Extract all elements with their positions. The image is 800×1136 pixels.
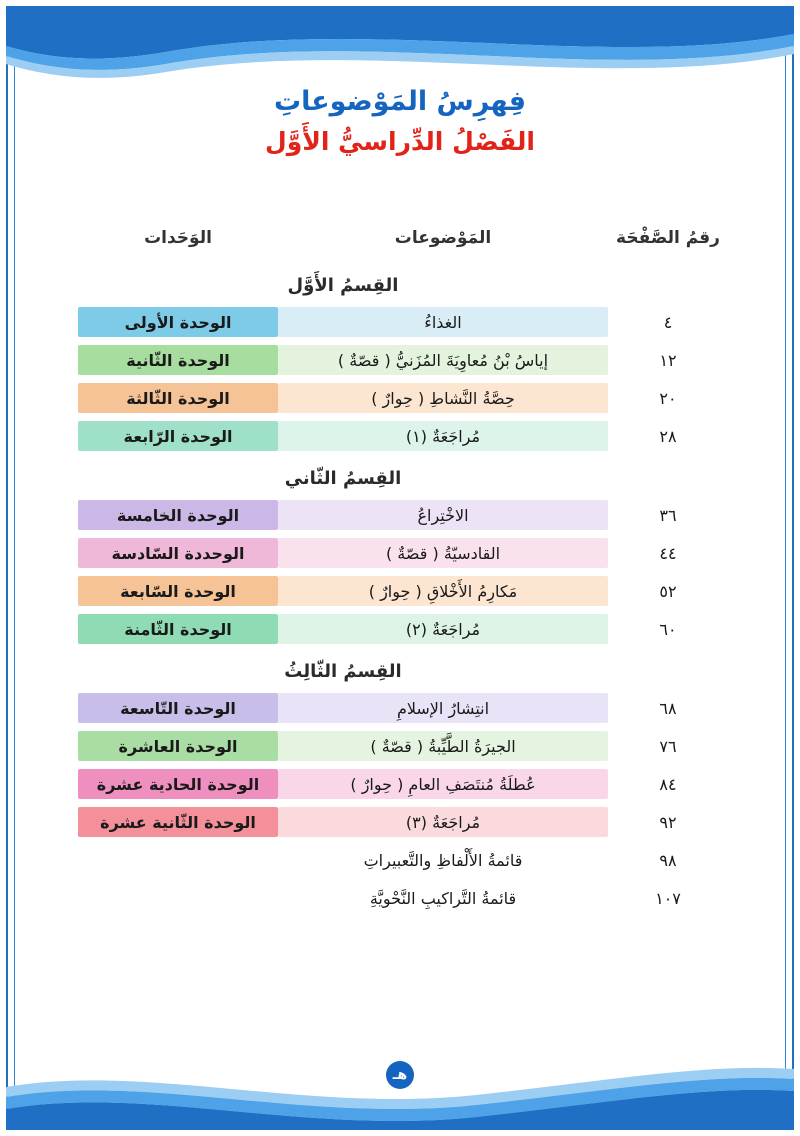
row-page: ١٠٧ — [655, 888, 681, 908]
row-unit: الوحدة الحادية عشرة — [78, 769, 278, 799]
row-topic: مَكارِمُ الأَخْلاقِ ( حِوارٌ ) — [278, 576, 608, 606]
row-page: ٢٠ — [659, 388, 677, 408]
row-unit — [78, 883, 278, 913]
row-unit: الوحدة الرّابعة — [78, 421, 278, 451]
row-topic: الجيرَةُ الطَّيِّبةُ ( قصّةٌ ) — [278, 731, 608, 761]
row-unit: الوحدة الخامسة — [78, 500, 278, 530]
table-row — [78, 883, 728, 913]
table-row — [78, 693, 728, 723]
row-page: ٨٤ — [659, 774, 677, 794]
row-page: ٩٢ — [659, 812, 677, 832]
table-row — [78, 807, 728, 837]
row-unit: الوحدة الأولى — [78, 307, 278, 337]
table-row — [78, 845, 728, 875]
row-unit: الوحدة السّابعة — [78, 576, 278, 606]
row-unit: الوحدة التّاسعة — [78, 693, 278, 723]
page-number-badge: هـ — [386, 1061, 414, 1089]
table-of-contents — [78, 228, 728, 921]
row-topic: حِصَّةُ النَّشاطِ ( حِوارٌ ) — [278, 383, 608, 413]
column-header-page: رقمُ الصَّفْحَة — [616, 228, 720, 248]
row-topic: انتِشارُ الإسلامِ — [278, 693, 608, 723]
column-header-units: الوَحَدات — [144, 228, 212, 248]
table-row — [78, 538, 728, 568]
row-page: ٤٤ — [659, 543, 677, 563]
table-row — [78, 345, 728, 375]
row-page: ٣٦ — [659, 505, 677, 525]
table-row — [78, 576, 728, 606]
table-row — [78, 731, 728, 761]
page-subtitle: الفَصْلُ الدِّراسيُّ الأَوَّل — [265, 127, 535, 156]
page-title-block — [0, 86, 800, 156]
row-page: ٤ — [663, 312, 673, 332]
page-title: فِهرِسُ المَوْضوعاتِ — [273, 86, 527, 117]
section-heading-3: القِسمُ الثّالِثُ — [284, 661, 402, 682]
top-wave-decoration — [6, 6, 794, 96]
row-page: ٥٢ — [659, 581, 677, 601]
table-row — [78, 614, 728, 644]
table-row — [78, 769, 728, 799]
column-header-topics: المَوْضوعات — [394, 228, 492, 248]
row-unit: الوحدة الثّالثة — [78, 383, 278, 413]
row-topic: القادسيّةُ ( قصّةٌ ) — [278, 538, 608, 568]
row-page: ٦٨ — [659, 698, 677, 718]
row-topic: مُراجَعَةٌ (١) — [278, 421, 608, 451]
row-topic: الغذاءُ — [278, 307, 608, 337]
row-topic: عُطلَةُ مُنتَصَفِ العامِ ( حِوارٌ ) — [278, 769, 608, 799]
row-page: ٢٨ — [659, 426, 677, 446]
row-unit: الوحدة الثّامنة — [78, 614, 278, 644]
row-topic: قائمةُ التَّراكيبِ النَّحْويَّةِ — [369, 888, 517, 908]
row-topic: مُراجَعَةٌ (٣) — [278, 807, 608, 837]
row-topic: مُراجَعَةٌ (٢) — [278, 614, 608, 644]
row-page: ٦٠ — [659, 619, 677, 639]
table-row — [78, 383, 728, 413]
row-unit — [78, 845, 278, 875]
section-heading-2: القِسمُ الثّاني — [284, 468, 402, 489]
row-topic: الاخْتِراعُ — [278, 500, 608, 530]
row-page: ٩٨ — [659, 850, 677, 870]
row-page: ١٢ — [659, 350, 677, 370]
row-unit: الوحدة الثّانية عشرة — [78, 807, 278, 837]
section-heading-1: القِسمُ الأَوَّل — [287, 275, 399, 296]
table-row — [78, 500, 728, 530]
row-topic: إياسُ بْنُ مُعاوِيَةَ المُزَنيُّ ( قصّةٌ ) — [278, 345, 608, 375]
toc-column-headers — [78, 228, 728, 266]
row-unit: الوحدة العاشرة — [78, 731, 278, 761]
row-unit: الوحددة السّادسة — [78, 538, 278, 568]
row-topic: قائمةُ الأَلْفاظِ والتَّعبيراتِ — [363, 850, 523, 870]
table-row — [78, 421, 728, 451]
row-unit: الوحدة الثّانية — [78, 345, 278, 375]
table-row — [78, 307, 728, 337]
row-page: ٧٦ — [659, 736, 677, 756]
